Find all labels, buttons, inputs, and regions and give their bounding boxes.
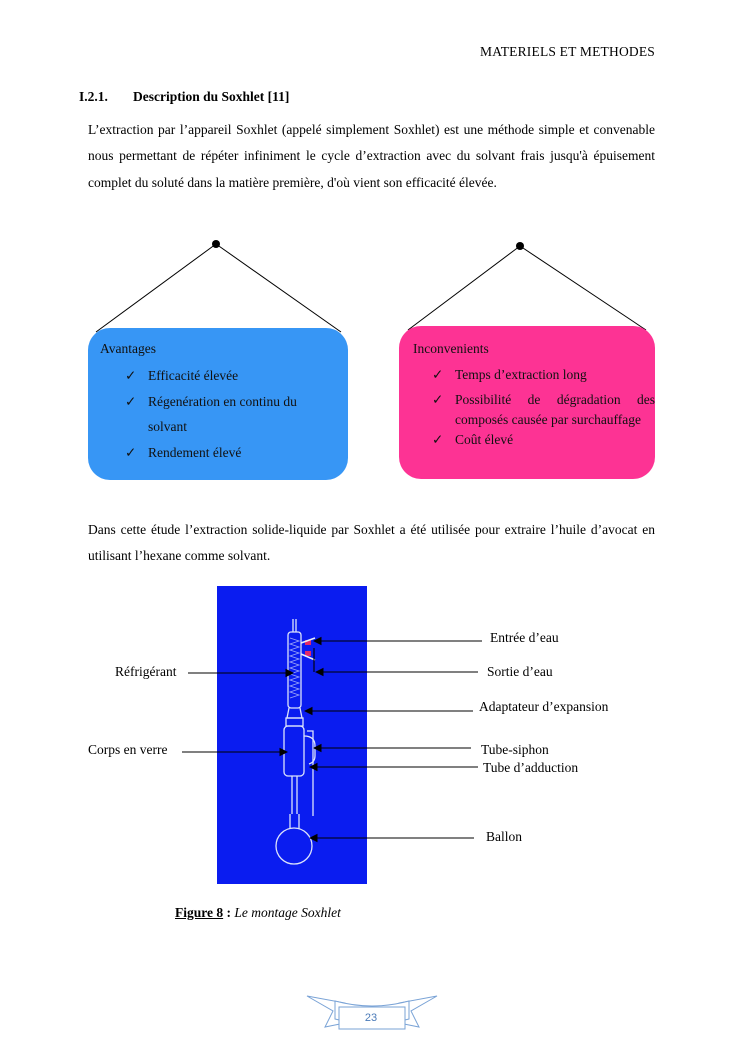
label-refrigerant: Réfrigérant: [115, 664, 177, 679]
study-paragraph: Dans cette étude l’extraction solide-liquide par Soxhlet a été utilisée pour extraire l’huile d’avocat en utilisant l’hexane comme solvant.: [88, 522, 655, 564]
check-icon: ✓: [125, 393, 137, 409]
label-tube-siphon: Tube-siphon: [481, 742, 549, 757]
label-entree-eau: Entrée d’eau: [490, 630, 559, 645]
check-icon: ✓: [432, 367, 444, 382]
check-icon: ✓: [125, 368, 137, 383]
caption-text: Le montage Soxhlet: [234, 905, 341, 920]
inconvenient-text: Coût élevé: [455, 431, 514, 447]
check-icon: ✓: [432, 391, 444, 407]
inconvenients-title: Inconvenients: [413, 341, 489, 356]
check-icon: ✓: [432, 431, 444, 447]
advantage-text: Régenération en continu du solvant: [148, 393, 297, 434]
figure-caption: [175, 905, 341, 921]
label-ballon: Ballon: [486, 829, 522, 844]
page-number: 23: [364, 1012, 378, 1024]
inconvenient-text: Temps d’extraction long: [455, 367, 587, 382]
label-adaptateur: Adaptateur d’expansion: [479, 699, 609, 714]
advantage-text: Efficacité élevée: [148, 368, 239, 383]
intro-paragraph: L’extraction par l’appareil Soxhlet (appelé simplement Soxhlet) est une méthode simple et convenable nous permettant de répéter infiniment le cycle d’extraction avec du solvant frais jusqu'à épuisement complet du soluté dans la matière première, d'où vient son efficacité élevée.: [88, 122, 655, 190]
label-sortie-eau: Sortie d’eau: [487, 664, 553, 679]
advantages-title: Avantages: [100, 341, 156, 356]
page-header-title: MATERIELS ET METHODES: [480, 44, 655, 59]
check-icon: ✓: [125, 444, 137, 460]
section-title: Description du Soxhlet [11]: [133, 89, 290, 104]
section-number: I.2.1.: [79, 89, 108, 104]
label-corps-verre: Corps en verre: [88, 742, 168, 757]
advantage-text: Rendement élevé: [148, 444, 242, 460]
caption-separator: :: [223, 905, 235, 920]
figure-label: Figure 8: [175, 905, 224, 920]
label-tube-adduction: Tube d’adduction: [483, 760, 579, 775]
inconvenient-text: Possibilité de dégradation des composés causée par surchauffage: [455, 391, 655, 427]
